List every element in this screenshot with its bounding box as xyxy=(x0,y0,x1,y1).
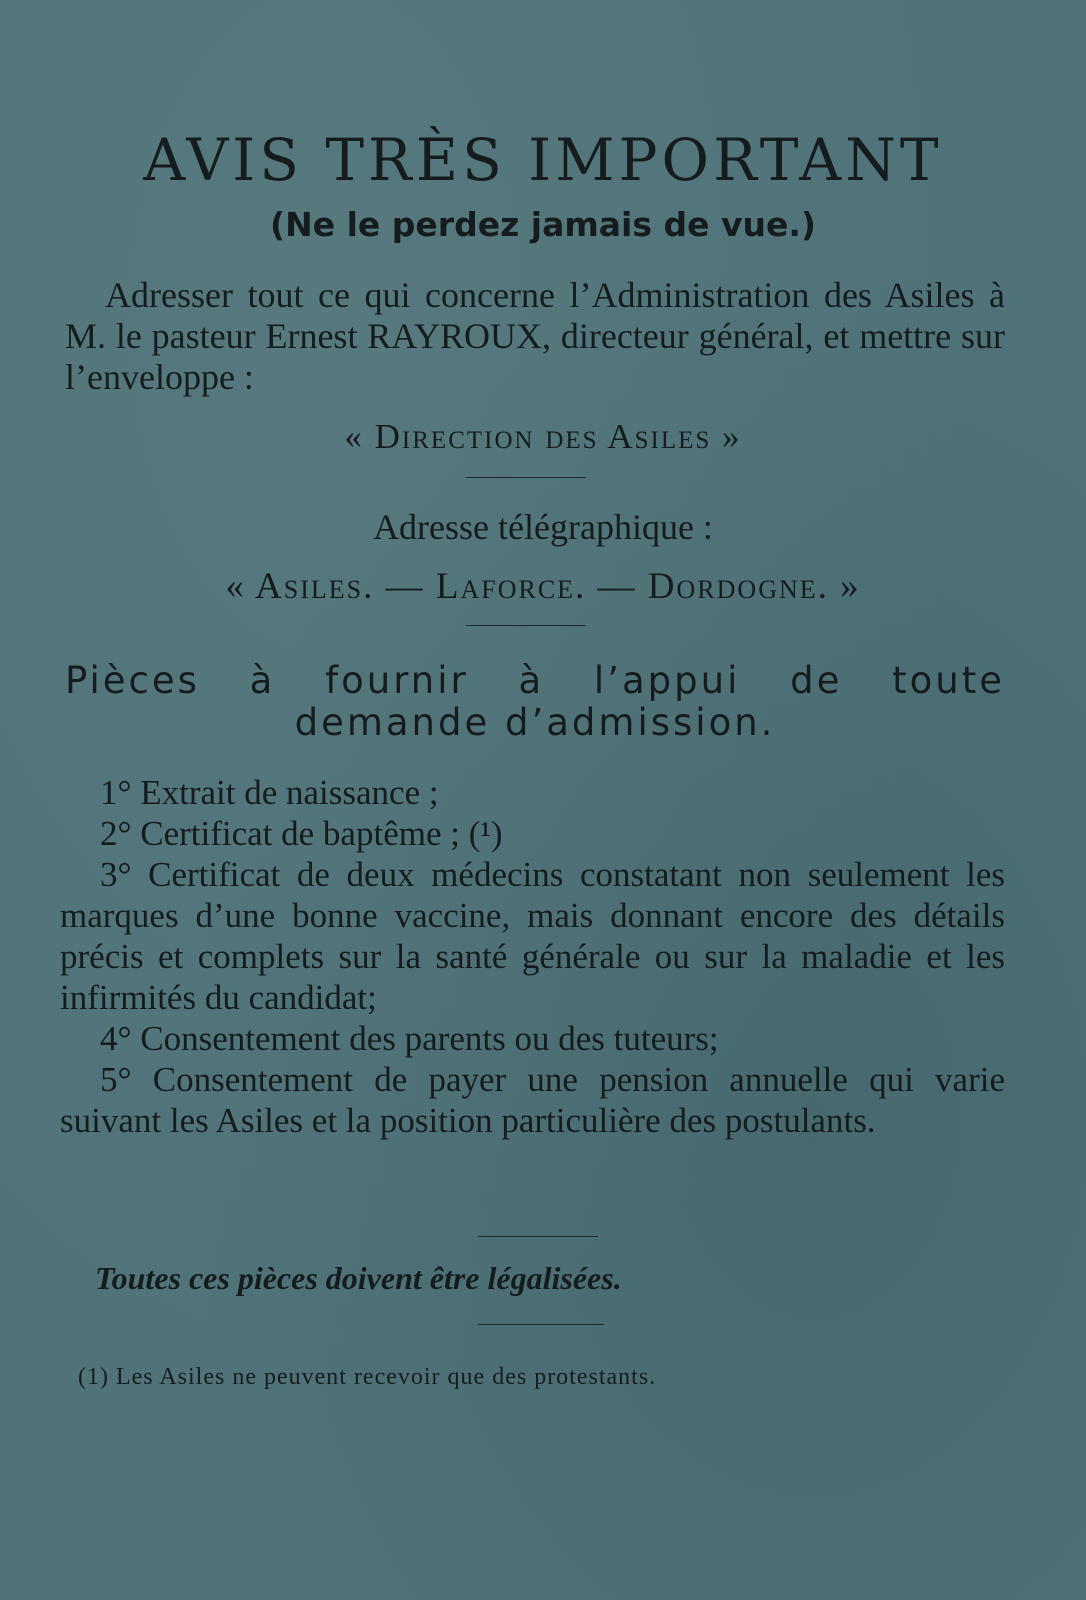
divider-3 xyxy=(478,1236,598,1237)
divider-1 xyxy=(466,477,586,478)
notice-subtitle: (Ne le perdez jamais de vue.) xyxy=(270,205,816,244)
pieces-heading-line-1: Pièces à fournir à l’appui de toute xyxy=(65,659,1005,702)
list-item: 3° Certificat de deux médecins constatant non seulement les marques d’une bonne vaccine, mais donnant encore des détails précis et complets sur la santé générale ou sur la maladie et les infirmités du candidat; xyxy=(60,855,1005,1017)
list-item: 4° Consentement des parents ou des tuteurs; xyxy=(100,1019,719,1058)
address-paragraph-text: Adresser tout ce qui concerne l’Administration des Asiles à M. le pasteur Ernest RAYROUX, directeur général, et mettre sur l’enveloppe : xyxy=(65,275,1005,397)
notice-title: AVIS TRÈS IMPORTANT xyxy=(143,126,943,194)
list-item: 2° Certificat de baptême ; (¹) xyxy=(100,814,503,853)
pieces-list xyxy=(60,772,1005,1141)
footnote: (1) Les Asiles ne peuvent recevoir que des protestants. xyxy=(78,1364,657,1390)
list-item: 1° Extrait de naissance ; xyxy=(100,773,439,812)
legalisation-note: Toutes ces pièces doivent être légalisées. xyxy=(95,1260,622,1296)
pieces-heading xyxy=(65,660,1005,744)
pieces-heading-line-2: demande d’admission. xyxy=(294,701,776,744)
telegraph-address: « Asiles. — Laforce. — Dordogne. » xyxy=(225,566,861,607)
address-paragraph xyxy=(65,275,1005,398)
list-item: 5° Consentement de payer une pension annuelle qui varie suivant les Asiles et la position particulière des postulants. xyxy=(60,1060,1005,1140)
envelope-direction: « Direction des Asiles » xyxy=(344,417,742,456)
divider-4 xyxy=(478,1324,604,1325)
divider-2 xyxy=(466,625,586,626)
telegraph-label: Adresse télégraphique : xyxy=(373,507,713,547)
